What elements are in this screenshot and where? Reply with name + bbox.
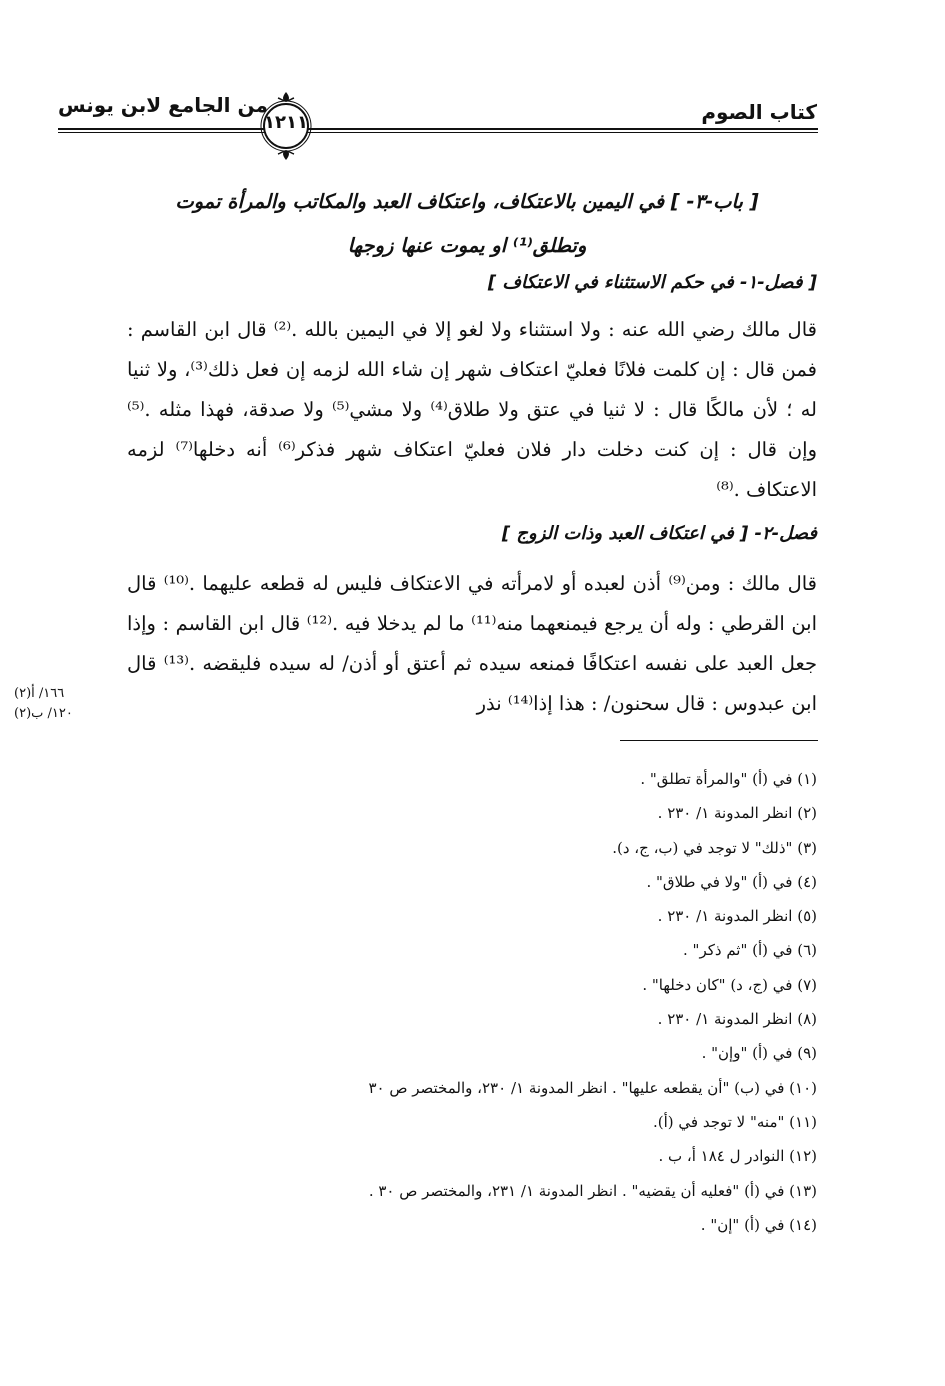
footnote: (١٣) في (أ) "فعليه أن يقضيه" . انظر المدونة ١/ ٢٣١، والمختصر ص ٣٠ . bbox=[368, 1181, 817, 1200]
footnote: (١٠) في (ب) "أن يقطعه عليها" . انظر المدونة ١/ ٢٣٠، والمختصر ص ٣٠ bbox=[368, 1078, 817, 1097]
footnote-separator bbox=[620, 740, 818, 741]
footnote: (١) في (أ) "والمرأة تطلق" . bbox=[640, 770, 817, 788]
header-rule bbox=[58, 128, 818, 130]
section-1-title: [ فصل-١- في حكم الاستثناء في الاعتكاف ] bbox=[487, 272, 817, 293]
margin-note: ١٢٠/ ب(٢) bbox=[14, 706, 73, 721]
running-header-chapter: كتاب الصوم bbox=[701, 100, 817, 124]
footnote: (٧) في (ج، د) "كان دخلها" . bbox=[642, 975, 817, 994]
footnote: (٥) انظر المدونة ١/ ٢٣٠ . bbox=[657, 907, 817, 926]
footnote: (٤) في (أ) "ولا في طلاق" . bbox=[646, 872, 817, 891]
chapter-title-line-1: [ باب-٣- ] في اليمين بالاعتكاف، واعتكاف العبد والمكاتب والمرأة تموت bbox=[175, 190, 759, 213]
section-2-paragraph: قال مالك : ومن⁽⁹⁾ أذن لعبده أو لامرأته في الاعتكاف فليس له قطعه عليهما .⁽¹⁰⁾ قال ابن القرطي : وله أن يرجع فيمنعهما منه⁽¹¹⁾ ما لم يدخلا فيه .⁽¹²⁾ قال ابن القاسم : وإذا جعل العبد على نفسه اعتكافًا فمنعه سيده ثم أعتق أو أذن/ له سيده فليقضه .⁽¹³⁾ قال ابن عبدوس : قال سحنون/ : هذا إذا⁽¹⁴⁾ نذر bbox=[127, 572, 818, 715]
footnote: (١٤) في (أ) "إن" . bbox=[700, 1215, 817, 1234]
header-rule-thin bbox=[58, 132, 818, 133]
footnote: (٣) "ذلك" لا توجد في (ب، ج، د). bbox=[612, 838, 817, 857]
running-header-book: من الجامع لابن يونس bbox=[58, 93, 268, 117]
section-2-title: فصل-٢- [ في اعتكاف العبد وذات الزوج ] bbox=[501, 523, 817, 544]
section-1-paragraph: قال مالك رضي الله عنه : ولا استثناء ولا لغو إلا في اليمين بالله .⁽²⁾ قال ابن القاسم : فمن قال : إن كلمت فلانًا فعليّ اعتكاف شهر إن شاء الله لزمه إن فعل ذلك⁽³⁾، ولا ثنيا له ؛ لأن مالكًا قال : لا ثنيا في عتق ولا طلاق⁽⁴⁾ ولا مشي⁽⁵⁾ ولا صدقة، فهذا مثله .⁽⁵⁾ وإن قال : إن كنت دخلت دار فلان فعليّ اعتكاف شهر فذكر⁽⁶⁾ أنه دخلها⁽⁷⁾ لزمه الاعتكاف .⁽⁸⁾ bbox=[127, 318, 818, 501]
footnotes-list bbox=[117, 762, 817, 1242]
margin-manuscript-references bbox=[14, 684, 112, 724]
page-number-medallion bbox=[248, 88, 324, 164]
footnote: (٨) انظر المدونة ١/ ٢٣٠ . bbox=[657, 1010, 817, 1029]
chapter-title-line-2: وتطلق⁽¹⁾ او يموت عنها زوجها bbox=[347, 234, 587, 257]
footnote: (٦) في (أ) "ثم ذكر" . bbox=[683, 941, 817, 960]
chapter-title bbox=[117, 180, 817, 268]
page-number: ١٢١١ bbox=[264, 112, 308, 133]
footnote: (٩) في (أ) "وإن" . bbox=[701, 1044, 817, 1063]
footnote: (٢) انظر المدونة ١/ ٢٣٠ . bbox=[657, 804, 817, 823]
footnote: (١٢) النوادر ل ١٨٤ أ، ب . bbox=[658, 1147, 817, 1166]
footnote: (١١) "منه" لا توجد في (أ). bbox=[652, 1112, 817, 1131]
margin-note: ١٦٦/ أ(٢) bbox=[14, 686, 65, 701]
